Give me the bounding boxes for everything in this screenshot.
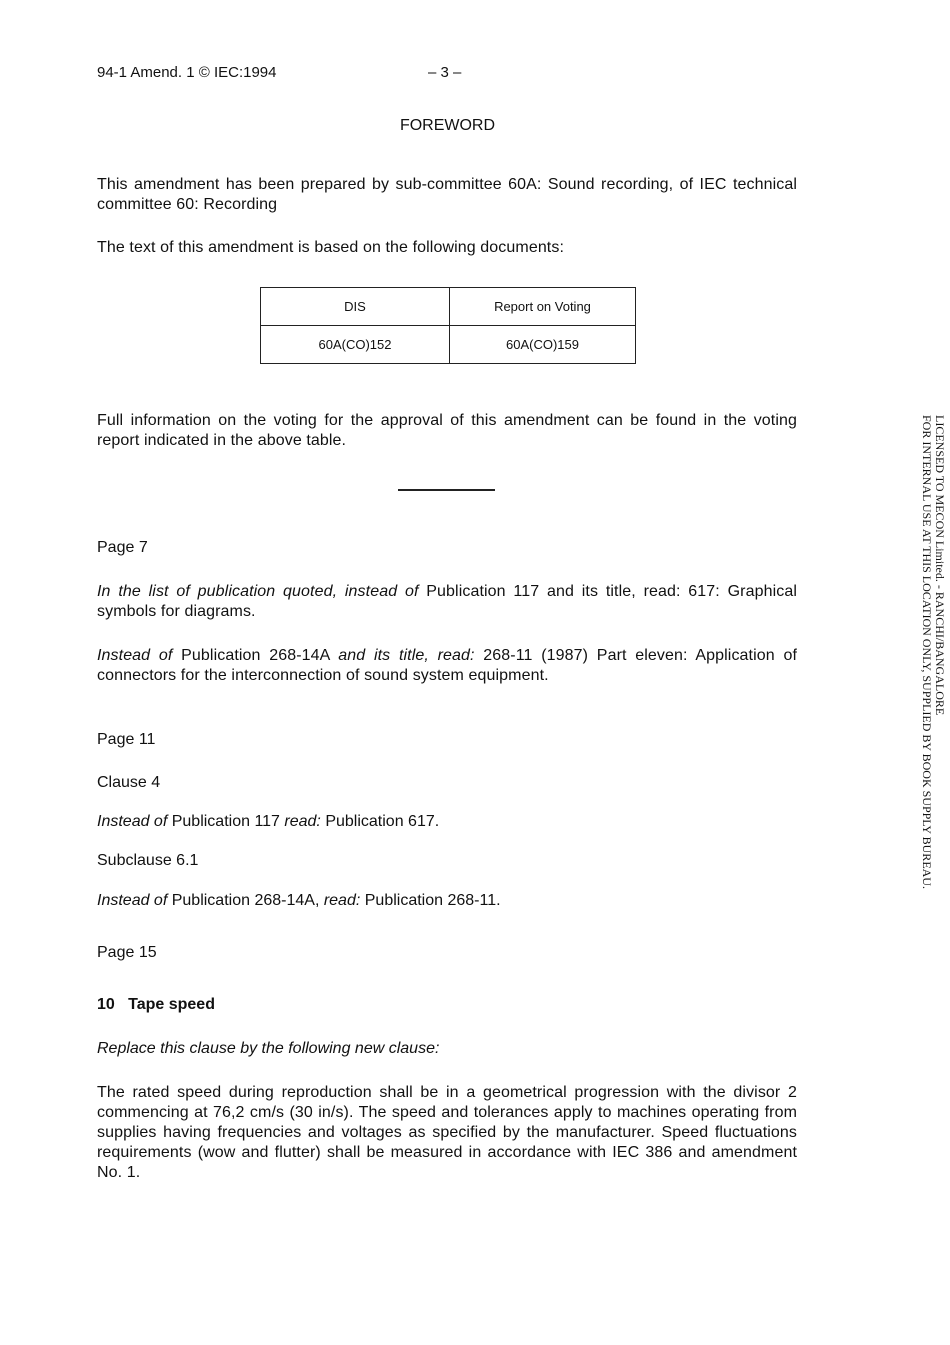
license-line-2: FOR INTERNAL USE AT THIS LOCATION ONLY, SUPPLIED BY BOOK SUPPLY BUREAU. — [920, 415, 934, 889]
page-number: – 3 – — [428, 64, 462, 81]
section-divider — [398, 489, 495, 491]
subclause61-text — [97, 891, 501, 911]
foreword-title: FOREWORD — [399, 117, 496, 134]
subclause61-heading: Subclause 6.1 — [97, 852, 199, 869]
tape-speed-body: The rated speed during reproduction shall be in a geometrical progression with the divisor 2 commencing at 76,2 cm/s (30 in/s). The speed and tolerances apply to machines operating from supplies having frequencies and voltages as specified by the manufacturer. Speed fluctuations requirements (wow and flutter) shall be measured in accordance with IEC 386 and amendment No. 1. — [97, 1084, 797, 1181]
replace-note — [97, 1039, 439, 1059]
page7-paragraph-2 — [97, 646, 797, 686]
license-watermark — [918, 415, 946, 935]
page7-paragraph-1 — [97, 582, 797, 622]
p2-italic-2: and its title, read: — [338, 647, 475, 664]
documents-table — [260, 287, 636, 364]
p2-text-2: 268-11 (1987) Part eleven: Application of connectors for the interconnection of sound system equipment. — [97, 647, 797, 684]
table-header-report: Report on Voting — [450, 288, 636, 326]
page15-heading: Page 15 — [97, 944, 157, 961]
c4-italic-1: Instead of — [97, 813, 168, 830]
clause4-heading: Clause 4 — [97, 774, 161, 791]
p2-text-1: Publication 268-14A — [172, 647, 339, 664]
voting-info: Full information on the voting for the approval of this amendment can be found in the voting report indicated in the above table. — [97, 412, 797, 449]
s61-text-1: Publication 268-14A, — [167, 892, 324, 909]
doc-reference: 94-1 Amend. 1 © IEC:1994 — [97, 64, 277, 81]
page11-heading: Page 11 — [97, 731, 156, 748]
table-cell-report: 60A(CO)159 — [450, 326, 636, 364]
foreword-intro: This amendment has been prepared by sub-committee 60A: Sound recording, of IEC technical committee 60: Recording — [97, 176, 797, 213]
s61-italic-2: read: — [323, 892, 361, 909]
based-on-text: The text of this amendment is based on the following documents: — [97, 239, 565, 256]
c4-text-2: Publication 617. — [320, 813, 440, 830]
table-cell-dis: 60A(CO)152 — [261, 326, 450, 364]
s61-text-2: Publication 268-11. — [360, 892, 501, 909]
replace-note-italic: Replace this clause by the following new clause: — [97, 1040, 440, 1057]
license-line-1: LICENSED TO MECON Limited. - RANCHI/BANGALORE — [933, 415, 947, 716]
p1-text: Publication 117 and its title, read: 617: Graphical symbols for diagrams. — [97, 583, 798, 620]
clause10-title: 10 Tape speed — [97, 996, 215, 1013]
c4-text-1: Publication 117 — [167, 813, 285, 830]
table-row — [261, 326, 636, 364]
p1-italic: In the list of publication quoted, instead of — [97, 583, 419, 600]
page7-heading: Page 7 — [97, 539, 148, 556]
table-header-dis: DIS — [261, 288, 450, 326]
table-header-row — [261, 288, 636, 326]
s61-italic-1: Instead of — [97, 892, 168, 909]
clause4-text — [97, 812, 439, 832]
p2-italic-1: Instead of — [97, 647, 173, 664]
c4-italic-2: read: — [284, 813, 321, 830]
